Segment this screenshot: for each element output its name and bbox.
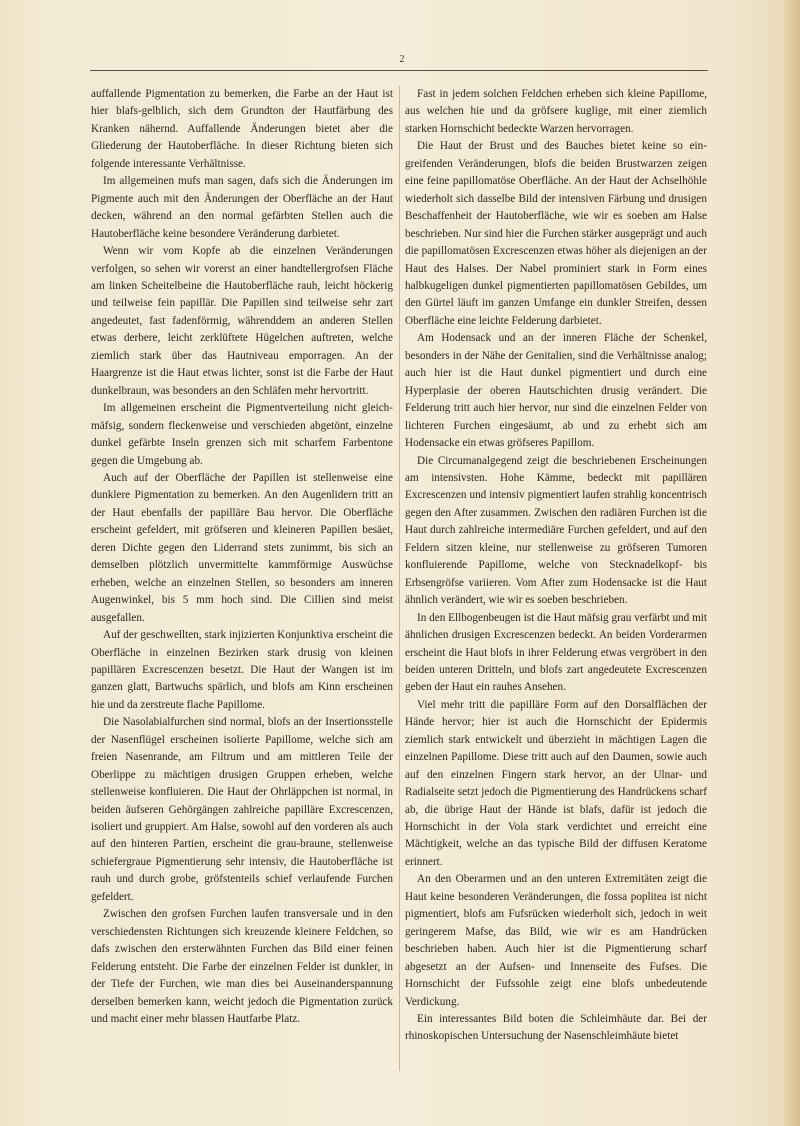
column-divider xyxy=(399,86,400,1071)
paragraph: Am Hodensack und an der inneren Fläche der Schenkel, besonders in der Nähe der Genitalien, sind die Verhältnisse analog; auch hier ist die Haut dunkel pigmentiert und durch eine Hyperplasie der oberen Hautschichten drusig verändert. Die Felderung tritt auch hier hervor, nur sind die einzelnen Felder von lichteren Furchen eingesäumt, ab und zu erhebt sich am Hodensacke ein etwas gröfseres Papillom. xyxy=(405,332,707,450)
page-number: 2 xyxy=(399,54,405,65)
paragraph: Ein interessantes Bild boten die Schleimhäute dar. Bei der rhinoskopischen Untersuchung der Nasenschleimhäute bietet xyxy=(405,1013,707,1043)
paragraph: In den Ellbogenbeugen ist die Haut mäfsig grau verfärbt und mit ähnlichen drusigen Excrescenzen bedeckt. An beiden Vorderarmen erscheint die Haut blofs in ihrer Felderung etwas vergröbert in den beiden unteren Dritteln, und blofs zart angedeutete Excrescenzen geben der Haut ein rauhes Ansehen. xyxy=(405,611,707,694)
paragraph: Wenn wir vom Kopfe ab die einzelnen Veränderungen verfolgen, so sehen wir vorerst an einer handtellergrofsen Fläche am linken Scheitelbeine die Hautoberfläche rauh, leicht höckerig und teilweise fein papillär. Die Papillen sind teilweise sehr zart angedeutet, fast fadenförmig, währenddem an anderen Stellen etwas derbere, leicht zerklüftete Hügelchen auftreten, welche ziemlich stark über das Hautniveau emporragen. An der Haargrenze ist die Haut etwas lichter, sonst ist die Farbe der Haut dunkelbraun, was besonders an den Schläfen mehr hervortritt. xyxy=(91,245,393,397)
paragraph: auffallende Pigmentation zu bemerken, die Farbe an der Haut ist hier blafs-gelblich, sich dem Grundton der Hautfärbung des Kranken nähernd. Auffallende Änderungen bietet aber die Gliederung der Hautoberfläche. In dieser Richtung bieten sich folgende interessante Verhältnisse. xyxy=(91,88,393,170)
paragraph: Auch auf der Oberfläche der Papillen ist stellenweise eine dunklere Pigmentation zu bemerken. An den Augenlidern tritt an der Haut ebenfalls der papilläre Bau hervor. Die Oberfläche erscheint gefeldert, mit gröfseren und kleineren Papillen besäet, deren Dichte gegen den Liderrand stets zunimmt, bis sich an demselben plötzlich unvermittelte kammförmige Auswüchse erheben, welche an einzelnen Stellen, so besonders am inneren Augenwinkel, bis 5 mm hoch sind. Die Cillien sind meist ausgefallen. xyxy=(91,471,393,624)
paragraph: Die Nasolabialfurchen sind normal, blofs an der Insertionsstelle der Nasenflügel erscheinen isolierte Papillome, welche sich am freien Nasenrande, am Filtrum und am mittleren Teile der Oberlippe zu mächtigen drusigen Gruppen erheben, welche stellenweise konfluieren. Die Haut der Ohrläppchen ist normal, in beiden äufseren Gehörgängen zahlreiche papilläre Excrescenzen, isoliert und gruppiert. Am Halse, sowohl auf den vorderen als auch auf den hinteren Partien, erscheint die grau-braune, stellenweise schiefergraue Pigmentierung sehr intensiv, die Hautoberfläche ist rauh und durch grobe, gröfstenteils schief verlaufende Furchen gefeldert. xyxy=(91,716,393,903)
right-column xyxy=(405,86,707,1046)
paragraph: Die Haut der Brust und des Bauches bietet keine so eingreifenden Veränderungen, blofs die beiden Brustwarzen zeigen eine feine papillomatöse Oberfläche. An der Haut der Achselhöhle wiederholt sich dasselbe Bild der intensiven Färbung und drusigen Beschaffenheit der Hautoberfläche, wie wir es soeben am Halse beschrieben. Nur sind hier die Furchen stärker ausgeprägt und auch die papillomatösen Excrescenzen etwas höher als diejenigen an der Haut des Halses. Der Nabel prominiert stark in Form eines halbkugeligen dunkel pigmentierten papillomatösen Gebildes, um den Gürtel läuft im ganzen Umfange ein dunkler Streifen, dessen Oberfläche eine leichte Felderung darbietet. xyxy=(405,140,707,327)
header-rule xyxy=(90,70,708,71)
paragraph: Viel mehr tritt die papilläre Form auf den Dorsalflächen der Hände hervor; hier ist auch die Hornschicht der Epidermis ziemlich stark entwickelt und überzieht in mächtigen Lagen die einzelnen Papillome. Diese tritt auch auf den Daumen, sowie auch auf den einzelnen Fingern stark hervor, an der Ulnar- und Radialseite setzt jedoch die Pigmentierung des Handrückens scharf ab, die übrige Haut der Hände ist blafs, dafür ist jedoch die Hornschicht in der Vola stark verdichtet und erreicht eine Mächtigkeit, welche an das typische Bild der diffusen Keratome erinnert. xyxy=(405,698,707,868)
paragraph: Im allgemeinen mufs man sagen, dafs sich die Änderungen im Pigmente auch mit den Änderungen der Oberfläche an der Haut decken, während an den normal gefärbten Stellen auch die Hautoberfläche keine besondere Veränderung darbietet. xyxy=(91,175,393,240)
page-edge-shadow xyxy=(782,0,800,1126)
left-column xyxy=(91,86,393,1028)
paragraph: An den Oberarmen und an den unteren Extremitäten zeigt die Haut keine besonderen Veränderungen, die fossa poplitea ist nicht pigmentiert, blofs am Fufsrücken wiederholt sich, jedoch in weit geringerem Mafse, das Bild, wie wir es am Handrücken beschrieben haben. Auch hier ist die Pigmentierung scharf abgesetzt an der Aufsen- und Innenseite des Fufses. Die Hornschicht der Fufssohle zeigt eine blofs unbedeutende Verdickung. xyxy=(405,873,707,1008)
paragraph: Auf der geschwellten, stark injizierten Konjunktiva erscheint die Oberfläche in einzelnen Bezirken stark drusig von kleinen papillären Excrescenzen besetzt. Die Haut der Wangen ist im ganzen glatt, Bartwuchs spärlich, und blofs am Kinn erscheinen hie und da zerstreute flache Papillome. xyxy=(91,629,393,711)
paragraph: Im allgemeinen erscheint die Pigmentverteilung nicht gleichmäfsig, sondern fleckenweise und verschieden abgetönt, einzelne dunkel gefärbte Inseln grenzen sich mit scharfem Farbentone gegen die Umgebung ab. xyxy=(91,402,393,467)
paragraph: Fast in jedem solchen Feldchen erheben sich kleine Papillome, aus welchen hie und da gröfsere kuglige, mit einer ziemlich starken Hornschicht bedeckte Warzen hervorragen. xyxy=(405,88,707,135)
paragraph: Die Circumanalgegend zeigt die beschriebenen Erscheinungen am intensivsten. Hohe Kämme, bedeckt mit papillären Excrescenzen und intensiv pigmentiert laufen strahlig koncentrisch gegen den After zusammen. Zwischen den radiären Furchen ist die Haut durch zahlreiche intermediäre Furchen gefeldert, und auf den Feldern sitzen kleine, nur stellenweise zu gröfseren Tumoren konfluierende Papillome, welche von Stecknadelkopf- bis Erbsengröfse variieren. Vom After zum Hodensacke ist die Haut ähnlich verändert, wie wir es soeben beschrieben. xyxy=(405,454,707,607)
paragraph: Zwischen den grofsen Furchen laufen transversale und in den verschiedensten Richtungen sich kreuzende kleinere Feldchen, so dafs zwischen den ersterwähnten Furchen das Bild einer feinen Felderung entsteht. Die Farbe der einzelnen Felder ist dunkler, in der Tiefe der Furchen, wie man dies bei Auseinanderspannung derselben bemerken kann, weicht jedoch die Pigmentation zurück und macht einer mehr blassen Hautfarbe Platz. xyxy=(91,908,393,1026)
